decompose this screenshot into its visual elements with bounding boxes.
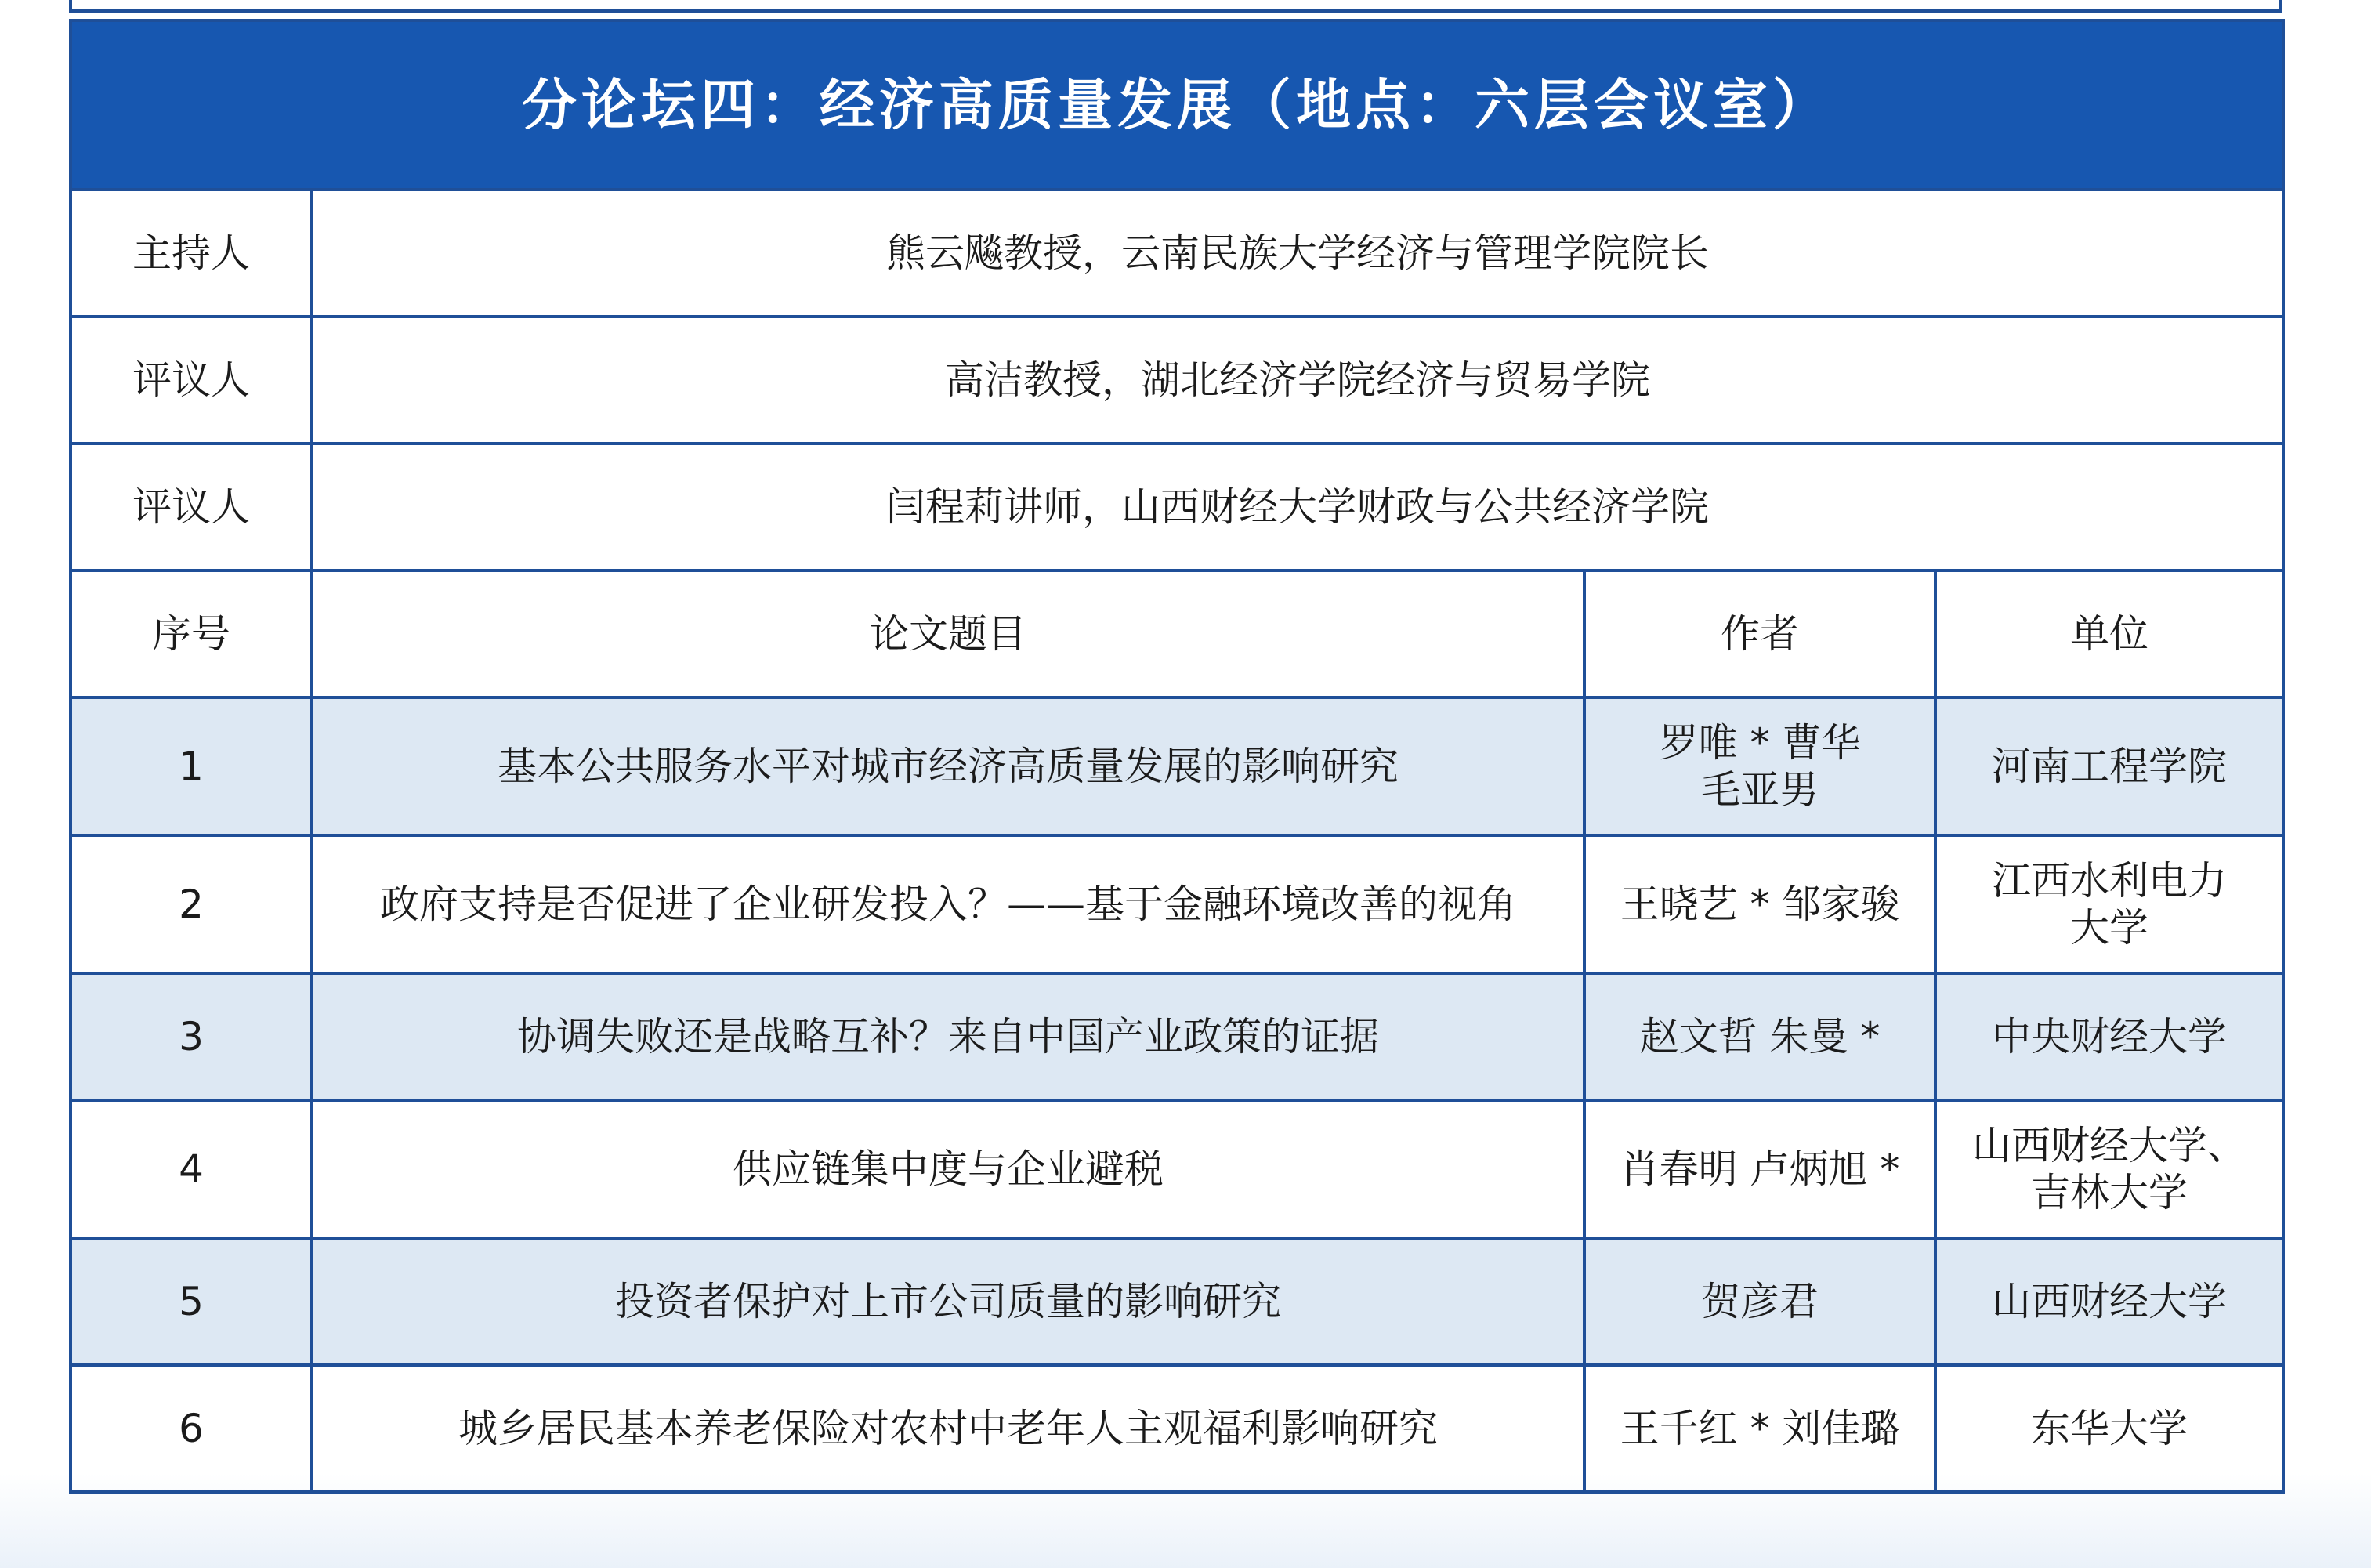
paper-unit <box>1935 1100 2283 1238</box>
paper-unit <box>1935 973 2283 1100</box>
paper-title: 基本公共服务水平对城市经济高质量发展的影响研究 <box>312 697 1584 835</box>
header-author: 作者 <box>1584 570 1935 697</box>
role-label: 评议人 <box>71 317 312 444</box>
host-row <box>71 190 2283 317</box>
paper-no: 5 <box>71 1238 312 1365</box>
unit-line: 大学 <box>2070 905 2148 951</box>
role-label: 主持人 <box>71 190 312 317</box>
forum-title: 分论坛四：经济高质量发展（地点：六层会议室） <box>71 20 2283 190</box>
paper-title: 供应链集中度与企业避税 <box>312 1100 1584 1238</box>
author-line: 王千红 * 刘佳璐 <box>1620 1406 1900 1451</box>
paper-author <box>1584 697 1935 835</box>
paper-title: 协调失败还是战略互补？来自中国产业政策的证据 <box>312 973 1584 1100</box>
header-title: 论文题目 <box>312 570 1584 697</box>
author-line: 赵文哲 朱曼 * <box>1639 1014 1881 1059</box>
paper-no: 3 <box>71 973 312 1100</box>
author-line: 王晓艺 * 邹家骏 <box>1620 882 1900 927</box>
unit-line: 山西财经大学 <box>1992 1279 2227 1324</box>
unit-line: 山西财经大学、 <box>1972 1123 2246 1168</box>
role-value: 高洁教授，湖北经济学院经济与贸易学院 <box>312 317 2283 444</box>
header-no: 序号 <box>71 570 312 697</box>
paper-unit <box>1935 1238 2283 1365</box>
paper-unit <box>1935 697 2283 835</box>
paper-title: 城乡居民基本养老保险对农村中老年人主观福利影响研究 <box>312 1365 1584 1492</box>
title-row <box>71 20 2283 190</box>
paper-author <box>1584 835 1935 973</box>
role-value: 闫程莉讲师，山西财经大学财政与公共经济学院 <box>312 444 2283 570</box>
author-line: 贺彦君 <box>1701 1279 1819 1324</box>
paper-row <box>71 1365 2283 1492</box>
paper-author <box>1584 973 1935 1100</box>
role-label: 评议人 <box>71 444 312 570</box>
discussant-row <box>71 317 2283 444</box>
paper-row <box>71 1100 2283 1238</box>
paper-no: 2 <box>71 835 312 973</box>
unit-line: 中央财经大学 <box>1992 1014 2227 1059</box>
paper-row <box>71 973 2283 1100</box>
discussant-row <box>71 444 2283 570</box>
paper-author <box>1584 1100 1935 1238</box>
paper-unit <box>1935 1365 2283 1492</box>
column-header-row <box>71 570 2283 697</box>
role-value: 熊云飚教授，云南民族大学经济与管理学院院长 <box>312 190 2283 317</box>
paper-row <box>71 835 2283 973</box>
paper-title: 投资者保护对上市公司质量的影响研究 <box>312 1238 1584 1365</box>
forum-schedule-table <box>69 19 2285 1494</box>
author-line: 肖春明 卢炳旭 * <box>1620 1146 1900 1192</box>
paper-title: 政府支持是否促进了企业研发投入？——基于金融环境改善的视角 <box>312 835 1584 973</box>
paper-row <box>71 1238 2283 1365</box>
paper-row <box>71 697 2283 835</box>
unit-line: 江西水利电力 <box>1992 858 2227 904</box>
author-line: 毛亚男 <box>1701 767 1819 813</box>
header-unit: 单位 <box>1935 570 2283 697</box>
unit-line: 吉林大学 <box>2031 1170 2188 1215</box>
unit-line: 东华大学 <box>2031 1406 2188 1451</box>
paper-no: 1 <box>71 697 312 835</box>
previous-table-edge <box>69 0 2282 13</box>
paper-unit <box>1935 835 2283 973</box>
paper-author <box>1584 1365 1935 1492</box>
paper-no: 6 <box>71 1365 312 1492</box>
paper-no: 4 <box>71 1100 312 1238</box>
author-line: 罗唯 * 曹华 <box>1659 720 1861 766</box>
unit-line: 河南工程学院 <box>1992 744 2227 789</box>
paper-author <box>1584 1238 1935 1365</box>
